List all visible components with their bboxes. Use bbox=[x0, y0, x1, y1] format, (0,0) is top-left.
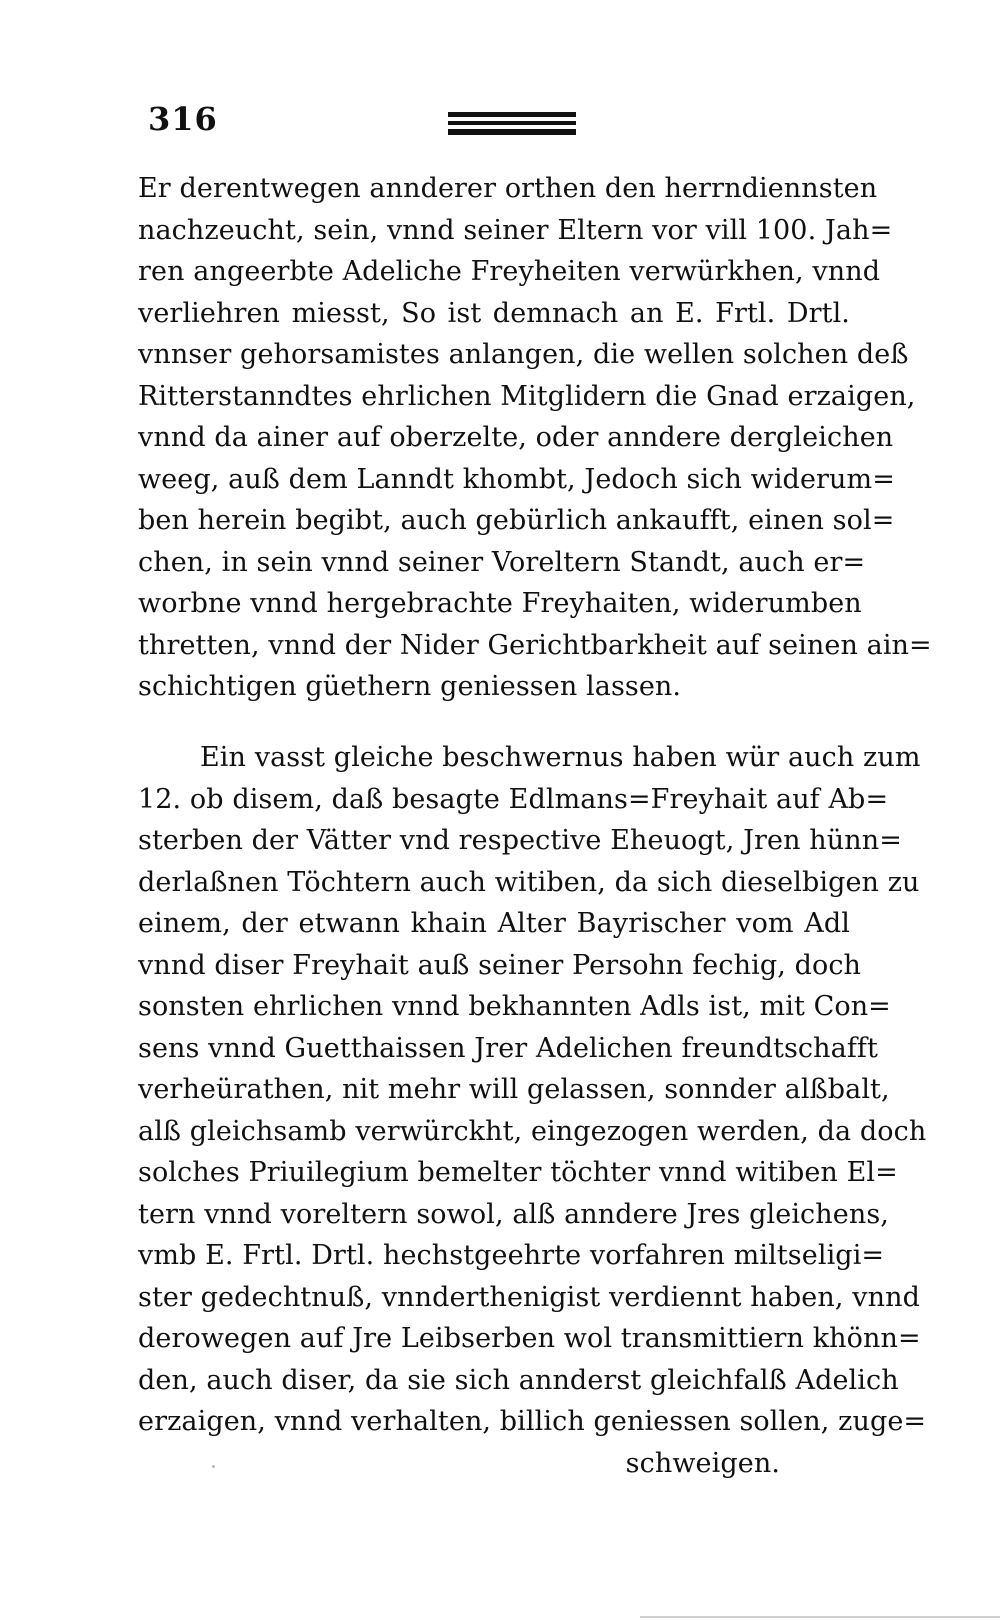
scan-edge-line bbox=[640, 1616, 1000, 1618]
text-line: verliehren miesst, So ist demnach an E. Frtl. Drtl. bbox=[138, 297, 850, 329]
text-line: schichtigen güethern geniessen lassen. bbox=[138, 671, 682, 702]
text-line: vnnd diser Freyhait auß seiner Persohn fechig, doch bbox=[138, 949, 862, 981]
text-line: chen, in sein vnnd seiner Voreltern Standt, auch er= bbox=[138, 546, 866, 578]
text-line: worbne vnnd hergebrachte Freyhaiten, widerumben bbox=[138, 588, 862, 619]
text-line: vnnser gehorsamistes anlangen, die wellen solchen deß bbox=[138, 339, 909, 370]
paragraph-1 bbox=[138, 168, 932, 708]
text-line: sens vnnd Guetthaissen Jrer Adelichen freundtschafft bbox=[138, 1032, 878, 1064]
text-line: einem, der etwann khain Alter Bayrischer vom Adl bbox=[138, 908, 850, 939]
text-line: derlaßnen Töchtern auch witiben, da sich dieselbigen zu bbox=[138, 866, 920, 898]
text-line: thretten, vnnd der Nider Gerichtbarkheit auf seinen ain= bbox=[138, 629, 932, 661]
page-number: 316 bbox=[148, 100, 218, 138]
text-line: ren angeerbte Adeliche Freyheiten verwürkhen, vnnd bbox=[138, 256, 881, 287]
text-line: Ritterstanndtes ehrlichen Mitglidern die Gnad erzaigen, bbox=[138, 380, 916, 412]
text-line: schweigen. bbox=[625, 1447, 780, 1479]
text-line: Ein vasst gleiche beschwernus haben wür auch zum bbox=[200, 742, 921, 773]
text-line: tern vnnd voreltern sowol, alß anndere Jres gleichens, bbox=[138, 1198, 889, 1230]
text-line: verheürathen, nit mehr will gelassen, sonnder alßbalt, bbox=[138, 1074, 890, 1105]
text-line: alß gleichsamb verwürckht, eingezogen werden, da doch bbox=[138, 1115, 927, 1147]
paragraph-2 bbox=[138, 737, 927, 1484]
text-line: nachzeucht, sein, vnnd seiner Eltern vor vill 100. Jah= bbox=[138, 214, 893, 246]
text-line: sterben der Vätter vnd respective Eheuogt, Jren hünn= bbox=[138, 825, 902, 856]
text-line: 12. ob disem, daß besagte Edlmans=Freyhait auf Ab= bbox=[138, 783, 889, 815]
scan-speck bbox=[212, 1465, 215, 1468]
text-line: Er derentwegen annderer orthen den herrndiennsten bbox=[138, 173, 878, 204]
text-line: erzaigen, vnnd verhalten, billich geniessen sollen, zuge= bbox=[138, 1406, 927, 1437]
text-line: ster gedechtnuß, vnnderthenigist verdiennt haben, vnnd bbox=[138, 1281, 920, 1313]
ornament-rule bbox=[448, 112, 576, 117]
text-line: vmb E. Frtl. Drtl. hechstgeehrte vorfahren miltseligi= bbox=[138, 1240, 885, 1271]
text-line: sonsten ehrlichen vnnd bekhannten Adls ist, mit Con= bbox=[138, 991, 891, 1022]
text-line: ben herein begibt, auch gebürlich ankaufft, einen sol= bbox=[138, 505, 895, 536]
ornament-rule bbox=[448, 129, 576, 135]
text-line: vnnd da ainer auf oberzelte, oder anndere dergleichen bbox=[138, 422, 894, 453]
text-line: weeg, auß dem Lanndt khombt, Jedoch sich widerum= bbox=[138, 463, 895, 495]
text-line: solches Priuilegium bemelter töchter vnnd witiben El= bbox=[138, 1157, 898, 1188]
text-line: derowegen auf Jre Leibserben wol transmittiern khönn= bbox=[138, 1323, 921, 1354]
text-line: den, auch diser, da sie sich annderst gleichfalß Adelich bbox=[138, 1364, 899, 1396]
header-ornament bbox=[448, 112, 576, 138]
ornament-rule bbox=[448, 121, 576, 125]
